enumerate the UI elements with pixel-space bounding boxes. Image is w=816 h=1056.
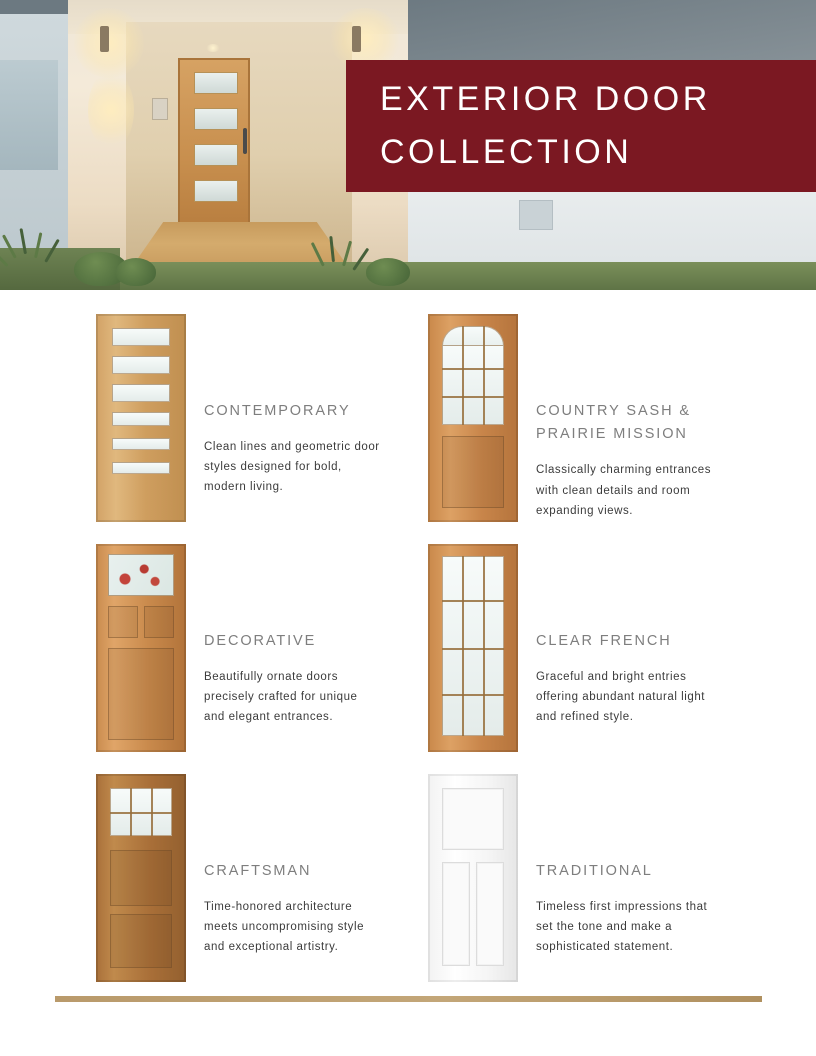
hero-door-handle (243, 128, 247, 154)
entry-panel-box (152, 98, 168, 120)
door-thumbnail-traditional (428, 774, 518, 982)
door-card-description: Beautifully ornate doors precisely crafted for unique and elegant entrances. (204, 671, 358, 724)
door-card[interactable] (428, 544, 718, 752)
door-card-description: Graceful and bright entries offering abundant natural light and refined style. (536, 671, 706, 724)
hero-bush-center (366, 258, 410, 286)
hero-wall-vent (519, 200, 553, 230)
hero-door-lite (194, 108, 238, 130)
door-card-title: TRADITIONAL (536, 863, 653, 879)
door-thumbnail-country-sash (428, 314, 518, 522)
door-card-description: Classically charming entrances with clean details and room expanding views. (536, 464, 712, 517)
door-card-description: Timeless first impressions that set the tone and make a sophisticated statement. (536, 901, 708, 954)
sconce-glow-left-lower (88, 70, 134, 150)
door-card-title: CONTEMPORARY (204, 403, 351, 419)
door-collection-grid-section (0, 290, 816, 990)
title-banner (346, 60, 816, 192)
hero-door-lite (194, 72, 238, 94)
door-card[interactable] (428, 774, 718, 982)
door-card[interactable] (96, 314, 386, 522)
door-thumbnail-clear-french (428, 544, 518, 752)
door-thumbnail-contemporary (96, 314, 186, 522)
hero-door-lite (194, 180, 238, 202)
hero-front-door (178, 58, 250, 226)
wall-sconce-left (100, 26, 109, 52)
door-card[interactable] (428, 314, 718, 522)
ceiling-light (206, 44, 220, 52)
door-card[interactable] (96, 544, 386, 752)
hero-window-left (0, 60, 58, 170)
title-line-2: COLLECTION (380, 133, 633, 171)
door-collection-grid (96, 314, 736, 982)
hero-door-lite (194, 144, 238, 166)
door-card-description: Time-honored architecture meets uncompromising style and exceptional artistry. (204, 901, 365, 954)
door-card-title: CRAFTSMAN (204, 863, 312, 879)
wall-sconce-right (352, 26, 361, 52)
footer-divider (55, 996, 762, 1002)
door-card[interactable] (96, 774, 386, 982)
door-card-title: COUNTRY SASH & PRAIRIE MISSION (536, 403, 691, 443)
title-line-1: EXTERIOR DOOR (380, 80, 711, 119)
door-thumbnail-craftsman (96, 774, 186, 982)
door-card-description: Clean lines and geometric door styles designed for bold, modern living. (204, 441, 380, 494)
hero-bush-left-2 (116, 258, 156, 286)
door-card-title: CLEAR FRENCH (536, 633, 672, 649)
door-card-title: DECORATIVE (204, 633, 317, 649)
sconce-glow-left (74, 8, 144, 78)
door-thumbnail-decorative (96, 544, 186, 752)
